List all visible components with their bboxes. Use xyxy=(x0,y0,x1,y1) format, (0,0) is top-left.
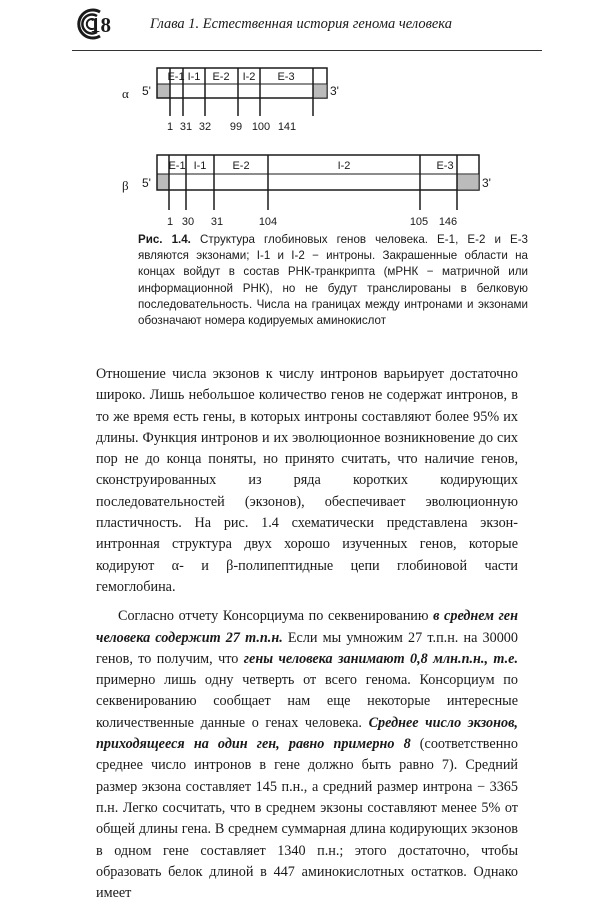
alpha-boundary-number: 1 xyxy=(166,121,174,133)
beta-boundary-number: 30 xyxy=(181,216,195,228)
text-run: Если мы умножим 27 т.п.н. на 30000 генов, то получим, что xyxy=(96,629,518,667)
alpha-segment: E-2 xyxy=(212,71,230,83)
text-run: Согласно отчету Консорциума по секвенированию xyxy=(118,608,434,625)
paragraph xyxy=(96,606,518,904)
alpha-boundary-number: 99 xyxy=(229,121,243,133)
alpha-boundary-number: 31 xyxy=(179,121,193,133)
paragraph: Отношение числа экзонов к числу интронов варьирует достаточно широко. Лишь небольшое количество генов не содержат интронов, в то же время есть гены, в которых интроны составляют более 95% их длины. Функция интронов и их эволюционное возникновение до сих пор не до конца поняты, но принято считать, что наличие генов, сконструированных из ряда коротких кодирующих последовательностей (экзонов), обеспечивает эволюционную пластичность. На рис. 1.4 схематически представлена экзон-интронная структура двух хорошо изученных генов, которые кодируют α- и β-полипептидные цепи глобиновой части гемоглобина. xyxy=(96,366,518,595)
alpha-three-prime: 3' xyxy=(330,84,339,98)
emphasis: гены человека занимают 0,8 млн.п.н., т.е. xyxy=(243,650,519,667)
beta-5-utr-shaded xyxy=(157,174,169,190)
beta-boundary-number: 1 xyxy=(166,216,174,228)
alpha-segment: I-1 xyxy=(187,71,201,83)
beta-boundary-number: 104 xyxy=(258,216,278,228)
figure-label: Рис. 1.4. xyxy=(138,233,191,246)
alpha-segment: E-3 xyxy=(277,71,295,83)
alpha-3-utr-shaded xyxy=(313,84,327,98)
beta-segment: E-1 xyxy=(168,160,186,172)
alpha-segment: I-2 xyxy=(242,71,256,83)
body-text xyxy=(96,364,518,904)
beta-five-prime: 5' xyxy=(142,176,151,190)
figure-caption-text: Структура глобиновых генов человека. Е-1, Е-2 и Е-3 являются экзонами; I-1 и I-2 − интроны. Закрашенные области на концах войдут в состав РНК-транкрипта (мРНК − матричной или информационной РНК), но не будут транслированы в белковую последовательность. Числа на границах между интронами и экзонами обозначают номера кодируемых аминокислот xyxy=(138,233,529,328)
alpha-boundary-number: 141 xyxy=(277,121,297,133)
beta-label: β xyxy=(122,178,129,193)
gene-structure-diagram xyxy=(100,54,520,234)
alpha-boundary-number: 100 xyxy=(251,121,271,133)
beta-boundary-number: 146 xyxy=(438,216,458,228)
page-header xyxy=(72,6,542,46)
beta-segment: I-1 xyxy=(193,160,207,172)
text-run: примерно лишь одну четверть от всего генома. Консорциум по секвенированию сообщает нам еще некоторые интересные количественные данные о генах человека. xyxy=(96,672,518,731)
emphasis: в среднем ген человека содержит 27 т.п.н. xyxy=(96,608,518,646)
beta-boundary-number: 31 xyxy=(210,216,224,228)
emphasis: Среднее число экзонов, приходящееся на один ген, равно примерно 8 xyxy=(96,714,518,753)
text-run: (соответственно среднее число интронов в гене должно быть равно 7). Средний размер экзона составляет 145 п.н., а средний размер интрона − 3365 п.н. Легко сосчитать, что в среднем экзоны составляют менее 5% от общей длины гена. В среднем суммарная длина кодирующих экзонов в одном гене составляет 1340 п.н.; этого достаточно, чтобы образовать белок длиной в 447 аминокислотных остатков. Однако имеет xyxy=(96,736,518,902)
header-rule xyxy=(72,50,542,51)
figure-caption xyxy=(138,232,528,329)
beta-3-utr-shaded xyxy=(457,174,479,190)
alpha-five-prime: 5' xyxy=(142,84,151,98)
alpha-segment: E-1 xyxy=(167,71,185,83)
beta-boundary-number: 105 xyxy=(409,216,429,228)
page-number: 18 xyxy=(90,13,111,37)
beta-segment: E-3 xyxy=(436,160,454,172)
alpha-5-utr-shaded xyxy=(157,84,170,98)
beta-segment: I-2 xyxy=(337,160,351,172)
alpha-label: α xyxy=(122,86,129,101)
beta-three-prime: 3' xyxy=(482,176,491,190)
running-head: Глава 1. Естественная история генома человека xyxy=(150,16,452,32)
alpha-boundary-number: 32 xyxy=(198,121,212,133)
beta-segment: E-2 xyxy=(232,160,250,172)
